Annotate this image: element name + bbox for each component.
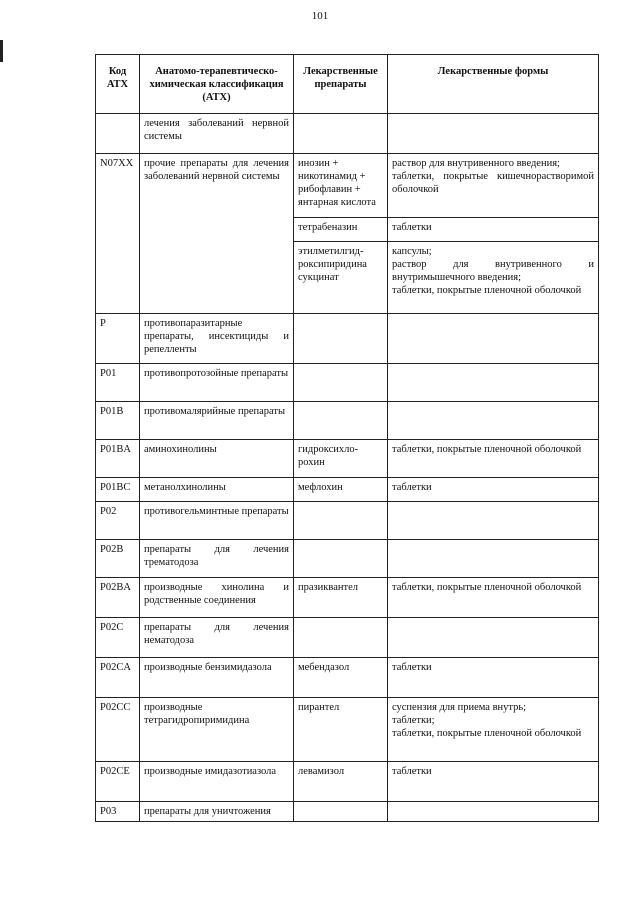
table-row (96, 540, 599, 578)
cell-drug: тетрабеназин (294, 218, 388, 242)
cell-classification (140, 218, 294, 242)
cell-code (96, 114, 140, 154)
cell-code: P01B (96, 402, 140, 440)
cell-code: P02 (96, 502, 140, 540)
cell-code: P01BC (96, 478, 140, 502)
table-row (96, 502, 599, 540)
cell-code: P02B (96, 540, 140, 578)
cell-drug (294, 502, 388, 540)
cell-form (388, 618, 599, 658)
cell-form: таблетки (388, 762, 599, 802)
cell-form (388, 114, 599, 154)
cell-drug: пирантел (294, 698, 388, 762)
cell-drug (294, 314, 388, 364)
cell-classification: противомалярийные препараты (140, 402, 294, 440)
cell-classification: метанолхинолины (140, 478, 294, 502)
cell-classification (140, 242, 294, 314)
table-row (96, 578, 599, 618)
table-row (96, 154, 599, 218)
cell-classification: производные хинолина и родственные соединения (140, 578, 294, 618)
table-row (96, 478, 599, 502)
cell-form: капсулы; раствор для внутривенного и внутримышечного введения; таблетки, покрытые пленочной оболочкой (388, 242, 599, 314)
cell-drug: левамизол (294, 762, 388, 802)
cell-form: таблетки, покрытые пленочной оболочкой (388, 440, 599, 478)
cell-code: P02CE (96, 762, 140, 802)
cell-code: P03 (96, 802, 140, 822)
cell-code: P02CC (96, 698, 140, 762)
cell-code: P02CA (96, 658, 140, 698)
cell-form: таблетки, покрытые пленочной оболочкой (388, 578, 599, 618)
cell-drug (294, 402, 388, 440)
cell-drug (294, 114, 388, 154)
cell-classification: препараты для лечения трематодоза (140, 540, 294, 578)
cell-form (388, 364, 599, 402)
header-drugs: Лекарственные препараты (294, 55, 388, 114)
table-row (96, 314, 599, 364)
cell-form: раствор для внутривенного введения; таблетки, покрытые кишечнорастворимой оболочкой (388, 154, 599, 218)
cell-classification: противопротозойные препараты (140, 364, 294, 402)
cell-drug: гидроксихло- рохин (294, 440, 388, 478)
cell-classification: лечения заболеваний нервной системы (140, 114, 294, 154)
table-row (96, 218, 599, 242)
cell-classification: производные тетрагидропиримидина (140, 698, 294, 762)
cell-code: P (96, 314, 140, 364)
cell-code: N07XX (96, 154, 140, 218)
cell-drug (294, 364, 388, 402)
cell-form: суспензия для приема внутрь; таблетки; таблетки, покрытые пленочной оболочкой (388, 698, 599, 762)
table-row (96, 440, 599, 478)
table-row (96, 242, 599, 314)
table-row (96, 114, 599, 154)
cell-classification: производные бензимидазола (140, 658, 294, 698)
header-classification: Анатомо-терапевтическо-химическая классификация (АТХ) (140, 55, 294, 114)
header-forms: Лекарственные формы (388, 55, 599, 114)
header-code: Код АТХ (96, 55, 140, 114)
cell-classification: производные имидазотиазола (140, 762, 294, 802)
cell-classification: препараты для уничтожения (140, 802, 294, 822)
cell-code (96, 242, 140, 314)
table-row (96, 618, 599, 658)
cell-drug (294, 540, 388, 578)
cell-form (388, 502, 599, 540)
cell-drug: празиквантел (294, 578, 388, 618)
cell-form: таблетки (388, 478, 599, 502)
cell-drug: этилметилгид- роксипиридина сукцинат (294, 242, 388, 314)
table-row (96, 658, 599, 698)
cell-form (388, 402, 599, 440)
table-header-row (96, 55, 599, 114)
cell-form: таблетки (388, 218, 599, 242)
cell-classification: аминохинолины (140, 440, 294, 478)
cell-code (96, 218, 140, 242)
cell-classification: препараты для лечения нематодоза (140, 618, 294, 658)
table-row (96, 802, 599, 822)
cell-drug (294, 618, 388, 658)
table-row (96, 762, 599, 802)
cell-drug: мефлохин (294, 478, 388, 502)
table-row (96, 402, 599, 440)
cell-drug: мебендазол (294, 658, 388, 698)
cell-drug: инозин + никотинамид + рибофлавин + янтарная кислота (294, 154, 388, 218)
page-number: 101 (311, 10, 329, 22)
cell-form (388, 802, 599, 822)
cell-drug (294, 802, 388, 822)
cell-classification: прочие препараты для лечения заболеваний нервной системы (140, 154, 294, 218)
cell-code: P01 (96, 364, 140, 402)
table-row (96, 698, 599, 762)
cell-code: P01BA (96, 440, 140, 478)
table-row (96, 364, 599, 402)
cell-form: таблетки (388, 658, 599, 698)
cell-code: P02BA (96, 578, 140, 618)
cell-classification: противогельминтные препараты (140, 502, 294, 540)
cell-classification: противопаразитарные препараты, инсектициды и репелленты (140, 314, 294, 364)
cell-form (388, 540, 599, 578)
cell-form (388, 314, 599, 364)
cell-code: P02C (96, 618, 140, 658)
atx-table (95, 54, 599, 822)
margin-mark (0, 40, 3, 62)
